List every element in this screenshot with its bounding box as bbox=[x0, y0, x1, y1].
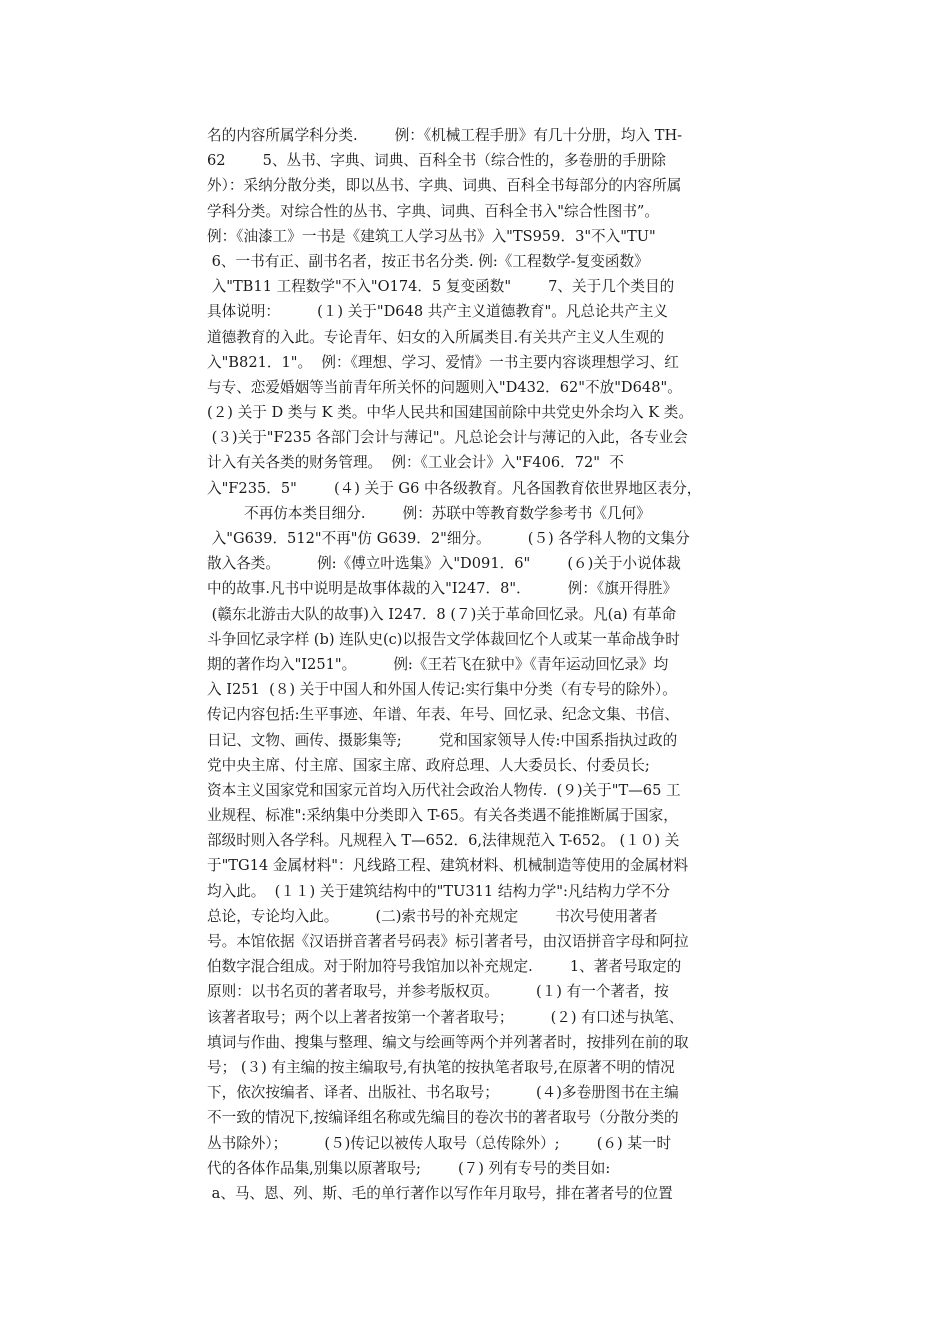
text-line: 伯数字混合组成。对于附加符号我馆加以补充规定. 1、著者号取定的 bbox=[207, 958, 682, 976]
text-line: 于"TG14 金属材料"：凡线路工程、建筑材料、机械制造等使用的金属材料 bbox=[207, 857, 689, 875]
text-line: 外）：采纳分散分类，即以丛书、字典、词典、百科全书每部分的内容所属 bbox=[207, 177, 682, 195]
text-line: 部级时则入各学科。凡规程入 T—652．6,法律规范入 T-652。 (１０) 关 bbox=[207, 832, 680, 850]
text-line: 与专、恋爱婚姻等当前青年所关怀的问题则入"D432．62"不放"D648"。 bbox=[207, 378, 682, 396]
text-line: 资本主义国家党和国家元首均入历代社会政治人物传. (９)关于"T—65 工 bbox=[207, 781, 681, 799]
text-line: 该著者取号；两个以上著者按第一个著者取号； (２) 有口述与执笔、 bbox=[207, 1008, 684, 1026]
body-text bbox=[207, 123, 747, 1206]
text-line: 入 I251 (８) 关于中国人和外国人传记:实行集中分类（有专号的除外）。 bbox=[207, 681, 677, 699]
text-line: 学科分类。对综合性的丛书、字典、词典、百科全书入"综合性图书”。 bbox=[207, 202, 659, 220]
text-line: 62 5、丛书、字典、词典、百科全书（综合性的，多卷册的手册除 bbox=[207, 152, 667, 170]
text-line: 名的内容所属学科分类. 例：《机械工程手册》有几十分册，均入 TH- bbox=[207, 127, 683, 144]
text-line: 丛书除外）； (５)传记以被传人取号（总传除外）; (６) 某一时 bbox=[207, 1134, 672, 1152]
text-line: 入"TB11 工程数学"不入"O174．5 复变函数" 7、关于几个类目的 bbox=[207, 278, 675, 296]
text-line: 下，依次按编者、译者、出版社、书名取号； (４)多卷册图书在主编 bbox=[207, 1084, 679, 1102]
text-line: 散入各类。 例:《傅立叶选集》入"D091．6" (６)关于小说体裁 bbox=[207, 555, 681, 573]
text-line: 号。本馆依据《汉语拼音著者号码表》标引著者号，由汉语拼音字母和阿拉 bbox=[207, 933, 689, 950]
text-line: 斗争回忆录字样 (b) 连队史(c)以报告文学体裁回忆个人或某一革命战争时 bbox=[207, 630, 680, 648]
text-line: 具体说明： (１) 关于"D648 共产主义道德教育"。凡总论共产主义 bbox=[207, 303, 669, 321]
text-line: 道德教育的入此。专论青年、妇女的入所属类目.有关共产主义人生观的 bbox=[207, 328, 665, 346]
text-line: 不再仿本类目细分. 例：苏联中等教育数学参考书《几何》 bbox=[207, 504, 651, 522]
text-line: 不一致的情况下,按编译组名称或先编目的卷次书的著者取号（分散分类的 bbox=[207, 1109, 679, 1127]
text-line: a、马、恩、列、斯、毛的单行著作以写作年月取号，排在著者号的位置 bbox=[207, 1184, 673, 1202]
text-line: 计入有关各类的财务管理。 例：《工业会计》入"F406．72" 不 bbox=[207, 454, 624, 472]
text-line: (３)关于"F235 各部门会计与薄记"。凡总论会计与薄记的入此，各专业会 bbox=[207, 429, 688, 447]
text-line: 填词与作曲、搜集与整理、编文与绘画等两个并列著者时，按排列在前的取 bbox=[207, 1033, 689, 1051]
text-line: 业规程、标准":采纳集中分类即入 T-65。有关各类遇不能推断属于国家， bbox=[207, 807, 678, 825]
text-line: 入"F235．5" (４) 关于 G6 中各级教育。凡各国教育依世界地区表分， bbox=[207, 479, 702, 497]
text-line: 传记内容包括:生平事迹、年谱、年表、年号、回忆录、纪念文集、书信、 bbox=[207, 706, 679, 724]
text-line: 原则：以书名页的著者取号，并参考版权页。 (１) 有一个著者，按 bbox=[207, 983, 669, 1001]
text-line: 代的各体作品集,别集以原著取号; (７) 列有专号的类目如: bbox=[207, 1159, 611, 1177]
text-line: 日记、文物、画传、摄影集等; 党和国家领导人传:中国系指执过政的 bbox=[207, 731, 678, 749]
text-line: 号； (３) 有主编的按主编取号,有执笔的按执笔者取号,在原著不明的情况 bbox=[207, 1058, 675, 1076]
text-line: 期的著作均入"I251"。 例:《王若飞在狱中》《青年运动回忆录》均 bbox=[207, 655, 669, 673]
text-line: 入"G639．512"不再"仿 G639．2"细分。 (５) 各学科人物的文集分 bbox=[207, 530, 690, 547]
text-line: (赣东北游击大队的故事)入 I247．8 (７)关于革命回忆录。凡(a) 有革命 bbox=[207, 605, 677, 623]
text-line: 入"B821．1"。 例：《理想、学习、爱情》一书主要内容谈理想学习、红 bbox=[207, 353, 679, 371]
text-line: 6、一书有正、副书名者，按正书名分类. 例:《工程数学-复变函数》 bbox=[207, 252, 649, 270]
text-line: 例：《油漆工》一书是《建筑工人学习丛书》入"TS959．3"不入"TU" bbox=[207, 227, 656, 245]
text-line: 中的故事.凡书中说明是故事体裁的入"I247．8"． 例：《旗开得胜》 bbox=[207, 580, 678, 598]
text-line: 党中央主席、付主席、国家主席、政府总理、人大委员长、付委员长; bbox=[207, 756, 650, 774]
text-line: 均入此。 (１１) 关于建筑结构中的"TU311 结构力学":凡结构力学不分 bbox=[207, 882, 671, 900]
text-line: (２) 关于 D 类与 K 类。中华人民共和国建国前除中共党史外余均入 K 类。 bbox=[207, 404, 693, 422]
text-line: 总论，专论均入此。 (二)索书号的补充规定 书次号使用著者 bbox=[207, 907, 658, 925]
